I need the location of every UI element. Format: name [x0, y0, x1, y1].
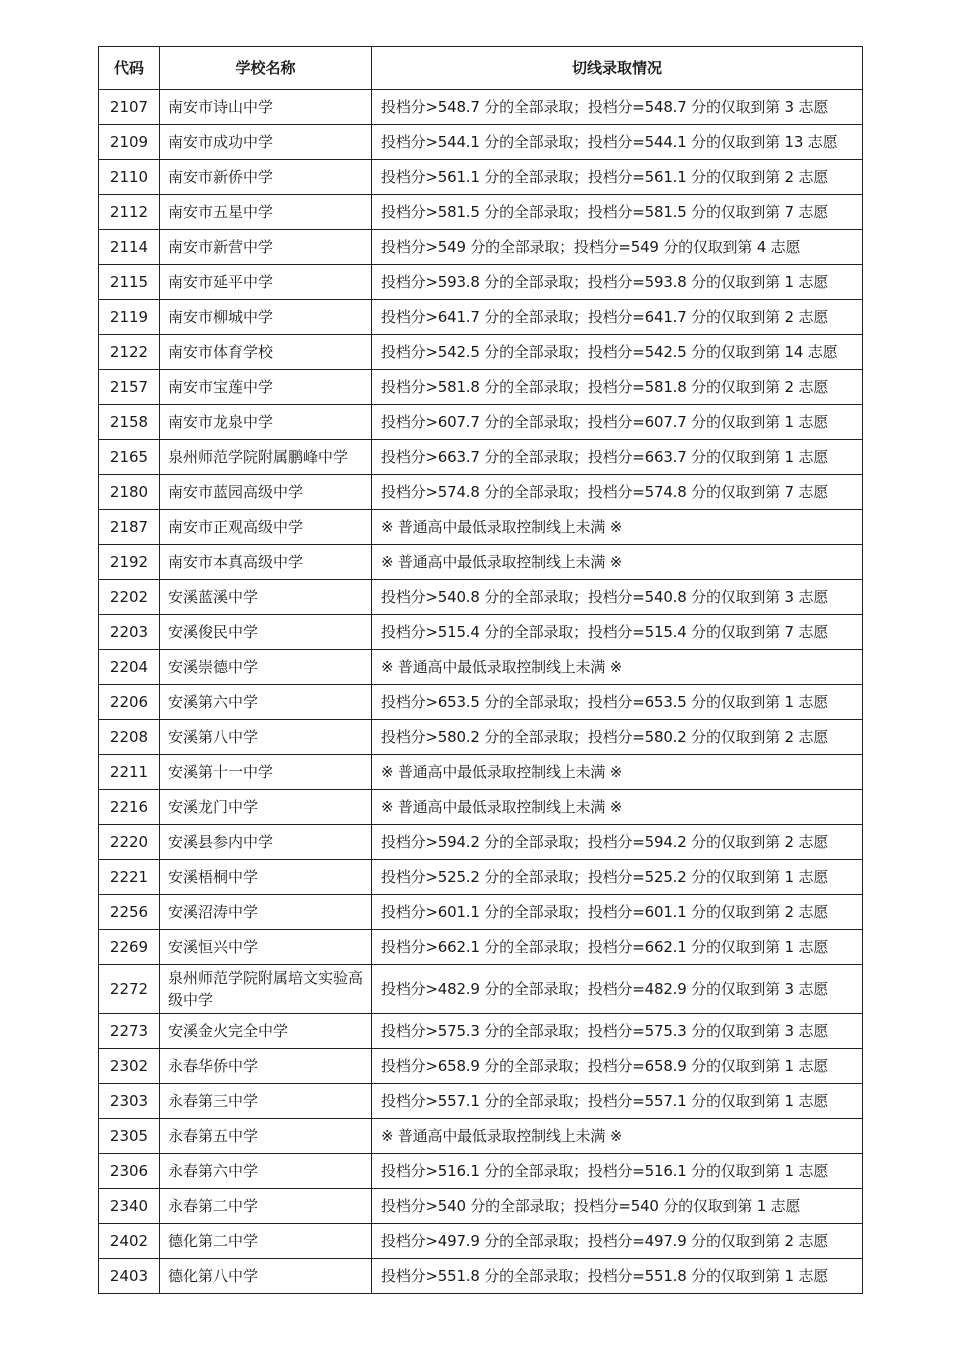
admission-info: 投档分>658.9 分的全部录取；投档分=658.9 分的仅取到第 1 志愿 — [372, 1049, 863, 1084]
school-name: 南安市蓝园高级中学 — [160, 475, 372, 510]
admission-info: 投档分>525.2 分的全部录取；投档分=525.2 分的仅取到第 1 志愿 — [372, 860, 863, 895]
school-name: 南安市诗山中学 — [160, 90, 372, 125]
table-row — [99, 825, 863, 860]
admission-info: 投档分>641.7 分的全部录取；投档分=641.7 分的仅取到第 2 志愿 — [372, 300, 863, 335]
school-name: 南安市柳城中学 — [160, 300, 372, 335]
school-name: 南安市延平中学 — [160, 265, 372, 300]
admission-info: 投档分>581.8 分的全部录取；投档分=581.8 分的仅取到第 2 志愿 — [372, 370, 863, 405]
admission-info: 投档分>515.4 分的全部录取；投档分=515.4 分的仅取到第 7 志愿 — [372, 615, 863, 650]
admission-info: 投档分>548.7 分的全部录取；投档分=548.7 分的仅取到第 3 志愿 — [372, 90, 863, 125]
school-name: 德化第二中学 — [160, 1224, 372, 1259]
admission-info: 投档分>574.8 分的全部录取；投档分=574.8 分的仅取到第 7 志愿 — [372, 475, 863, 510]
table-row — [99, 160, 863, 195]
table-row — [99, 720, 863, 755]
school-code: 2115 — [99, 265, 160, 300]
table-row — [99, 265, 863, 300]
document-page — [98, 46, 862, 1294]
admission-info: ※ 普通高中最低录取控制线上未满 ※ — [372, 790, 863, 825]
school-code: 2220 — [99, 825, 160, 860]
table-row — [99, 615, 863, 650]
admission-info: 投档分>581.5 分的全部录取；投档分=581.5 分的仅取到第 7 志愿 — [372, 195, 863, 230]
school-name: 南安市宝莲中学 — [160, 370, 372, 405]
table-row — [99, 965, 863, 1014]
table-row — [99, 370, 863, 405]
school-code: 2216 — [99, 790, 160, 825]
school-name: 安溪龙门中学 — [160, 790, 372, 825]
school-code: 2202 — [99, 580, 160, 615]
school-code: 2187 — [99, 510, 160, 545]
admission-info: 投档分>482.9 分的全部录取；投档分=482.9 分的仅取到第 3 志愿 — [372, 965, 863, 1014]
school-code: 2122 — [99, 335, 160, 370]
school-code: 2403 — [99, 1259, 160, 1294]
school-code: 2340 — [99, 1189, 160, 1224]
admission-info: 投档分>557.1 分的全部录取；投档分=557.1 分的仅取到第 1 志愿 — [372, 1084, 863, 1119]
school-name: 永春第三中学 — [160, 1084, 372, 1119]
school-code: 2114 — [99, 230, 160, 265]
school-name: 安溪第八中学 — [160, 720, 372, 755]
school-code: 2203 — [99, 615, 160, 650]
admission-info: ※ 普通高中最低录取控制线上未满 ※ — [372, 545, 863, 580]
table-row — [99, 1049, 863, 1084]
school-code: 2211 — [99, 755, 160, 790]
admission-info: 投档分>561.1 分的全部录取；投档分=561.1 分的仅取到第 2 志愿 — [372, 160, 863, 195]
table-row — [99, 1189, 863, 1224]
table-row — [99, 195, 863, 230]
table-row — [99, 405, 863, 440]
school-name: 南安市本真高级中学 — [160, 545, 372, 580]
table-row — [99, 125, 863, 160]
table-row — [99, 580, 863, 615]
school-code: 2272 — [99, 965, 160, 1014]
school-code: 2256 — [99, 895, 160, 930]
table-row — [99, 1154, 863, 1189]
school-name: 泉州师范学院附属培文实验高级中学 — [160, 965, 372, 1014]
admission-info: 投档分>516.1 分的全部录取；投档分=516.1 分的仅取到第 1 志愿 — [372, 1154, 863, 1189]
admission-info: 投档分>593.8 分的全部录取；投档分=593.8 分的仅取到第 1 志愿 — [372, 265, 863, 300]
table-row — [99, 475, 863, 510]
table-header-row — [99, 47, 863, 90]
school-name: 德化第八中学 — [160, 1259, 372, 1294]
school-name: 南安市五星中学 — [160, 195, 372, 230]
school-code: 2192 — [99, 545, 160, 580]
admission-info: ※ 普通高中最低录取控制线上未满 ※ — [372, 650, 863, 685]
table-row — [99, 1259, 863, 1294]
school-code: 2107 — [99, 90, 160, 125]
admission-info: 投档分>601.1 分的全部录取；投档分=601.1 分的仅取到第 2 志愿 — [372, 895, 863, 930]
school-code: 2273 — [99, 1014, 160, 1049]
admission-info: 投档分>551.8 分的全部录取；投档分=551.8 分的仅取到第 1 志愿 — [372, 1259, 863, 1294]
school-name: 永春第五中学 — [160, 1119, 372, 1154]
school-name: 永春华侨中学 — [160, 1049, 372, 1084]
school-code: 2204 — [99, 650, 160, 685]
admission-info: 投档分>653.5 分的全部录取；投档分=653.5 分的仅取到第 1 志愿 — [372, 685, 863, 720]
school-code: 2269 — [99, 930, 160, 965]
school-name: 南安市龙泉中学 — [160, 405, 372, 440]
school-code: 2165 — [99, 440, 160, 475]
table-row — [99, 650, 863, 685]
school-code: 2402 — [99, 1224, 160, 1259]
admission-info: ※ 普通高中最低录取控制线上未满 ※ — [372, 755, 863, 790]
table-row — [99, 510, 863, 545]
school-code: 2158 — [99, 405, 160, 440]
table-row — [99, 755, 863, 790]
school-name: 安溪县参内中学 — [160, 825, 372, 860]
admission-info: 投档分>575.3 分的全部录取；投档分=575.3 分的仅取到第 3 志愿 — [372, 1014, 863, 1049]
school-name: 泉州师范学院附属鹏峰中学 — [160, 440, 372, 475]
table-row — [99, 790, 863, 825]
school-code: 2180 — [99, 475, 160, 510]
admission-info: 投档分>663.7 分的全部录取；投档分=663.7 分的仅取到第 1 志愿 — [372, 440, 863, 475]
school-name: 安溪蓝溪中学 — [160, 580, 372, 615]
admission-info: 投档分>662.1 分的全部录取；投档分=662.1 分的仅取到第 1 志愿 — [372, 930, 863, 965]
school-code: 2206 — [99, 685, 160, 720]
table-row — [99, 895, 863, 930]
school-name: 永春第二中学 — [160, 1189, 372, 1224]
table-row — [99, 860, 863, 895]
table-body — [99, 90, 863, 1294]
school-code: 2112 — [99, 195, 160, 230]
admission-info: ※ 普通高中最低录取控制线上未满 ※ — [372, 510, 863, 545]
admission-info: 投档分>540 分的全部录取；投档分=540 分的仅取到第 1 志愿 — [372, 1189, 863, 1224]
header-school-name: 学校名称 — [160, 47, 372, 90]
table-row — [99, 90, 863, 125]
table-row — [99, 930, 863, 965]
table-row — [99, 1119, 863, 1154]
admission-info: 投档分>580.2 分的全部录取；投档分=580.2 分的仅取到第 2 志愿 — [372, 720, 863, 755]
table-row — [99, 440, 863, 475]
school-name: 南安市成功中学 — [160, 125, 372, 160]
header-admission-info: 切线录取情况 — [372, 47, 863, 90]
admission-info: 投档分>542.5 分的全部录取；投档分=542.5 分的仅取到第 14 志愿 — [372, 335, 863, 370]
school-name: 安溪沼涛中学 — [160, 895, 372, 930]
school-name: 安溪恒兴中学 — [160, 930, 372, 965]
school-code: 2221 — [99, 860, 160, 895]
school-name: 南安市正观高级中学 — [160, 510, 372, 545]
school-code: 2110 — [99, 160, 160, 195]
school-name: 南安市新营中学 — [160, 230, 372, 265]
school-name: 安溪崇德中学 — [160, 650, 372, 685]
table-row — [99, 230, 863, 265]
admission-info: 投档分>540.8 分的全部录取；投档分=540.8 分的仅取到第 3 志愿 — [372, 580, 863, 615]
table-row — [99, 1224, 863, 1259]
admission-info: ※ 普通高中最低录取控制线上未满 ※ — [372, 1119, 863, 1154]
table-row — [99, 300, 863, 335]
school-code: 2119 — [99, 300, 160, 335]
school-name: 安溪梧桐中学 — [160, 860, 372, 895]
school-code: 2208 — [99, 720, 160, 755]
header-code: 代码 — [99, 47, 160, 90]
admission-info: 投档分>594.2 分的全部录取；投档分=594.2 分的仅取到第 2 志愿 — [372, 825, 863, 860]
table-row — [99, 335, 863, 370]
school-code: 2305 — [99, 1119, 160, 1154]
school-name: 永春第六中学 — [160, 1154, 372, 1189]
school-code: 2157 — [99, 370, 160, 405]
admission-info: 投档分>549 分的全部录取；投档分=549 分的仅取到第 4 志愿 — [372, 230, 863, 265]
table-row — [99, 685, 863, 720]
admission-info: 投档分>497.9 分的全部录取；投档分=497.9 分的仅取到第 2 志愿 — [372, 1224, 863, 1259]
school-name: 南安市体育学校 — [160, 335, 372, 370]
admission-info: 投档分>544.1 分的全部录取；投档分=544.1 分的仅取到第 13 志愿 — [372, 125, 863, 160]
table-row — [99, 1084, 863, 1119]
school-name: 安溪金火完全中学 — [160, 1014, 372, 1049]
school-name: 安溪第十一中学 — [160, 755, 372, 790]
school-name: 安溪第六中学 — [160, 685, 372, 720]
school-name: 南安市新侨中学 — [160, 160, 372, 195]
school-code: 2109 — [99, 125, 160, 160]
school-code: 2306 — [99, 1154, 160, 1189]
school-name: 安溪俊民中学 — [160, 615, 372, 650]
table-row — [99, 545, 863, 580]
admission-info: 投档分>607.7 分的全部录取；投档分=607.7 分的仅取到第 1 志愿 — [372, 405, 863, 440]
admission-table — [98, 46, 863, 1294]
table-row — [99, 1014, 863, 1049]
school-code: 2302 — [99, 1049, 160, 1084]
school-code: 2303 — [99, 1084, 160, 1119]
